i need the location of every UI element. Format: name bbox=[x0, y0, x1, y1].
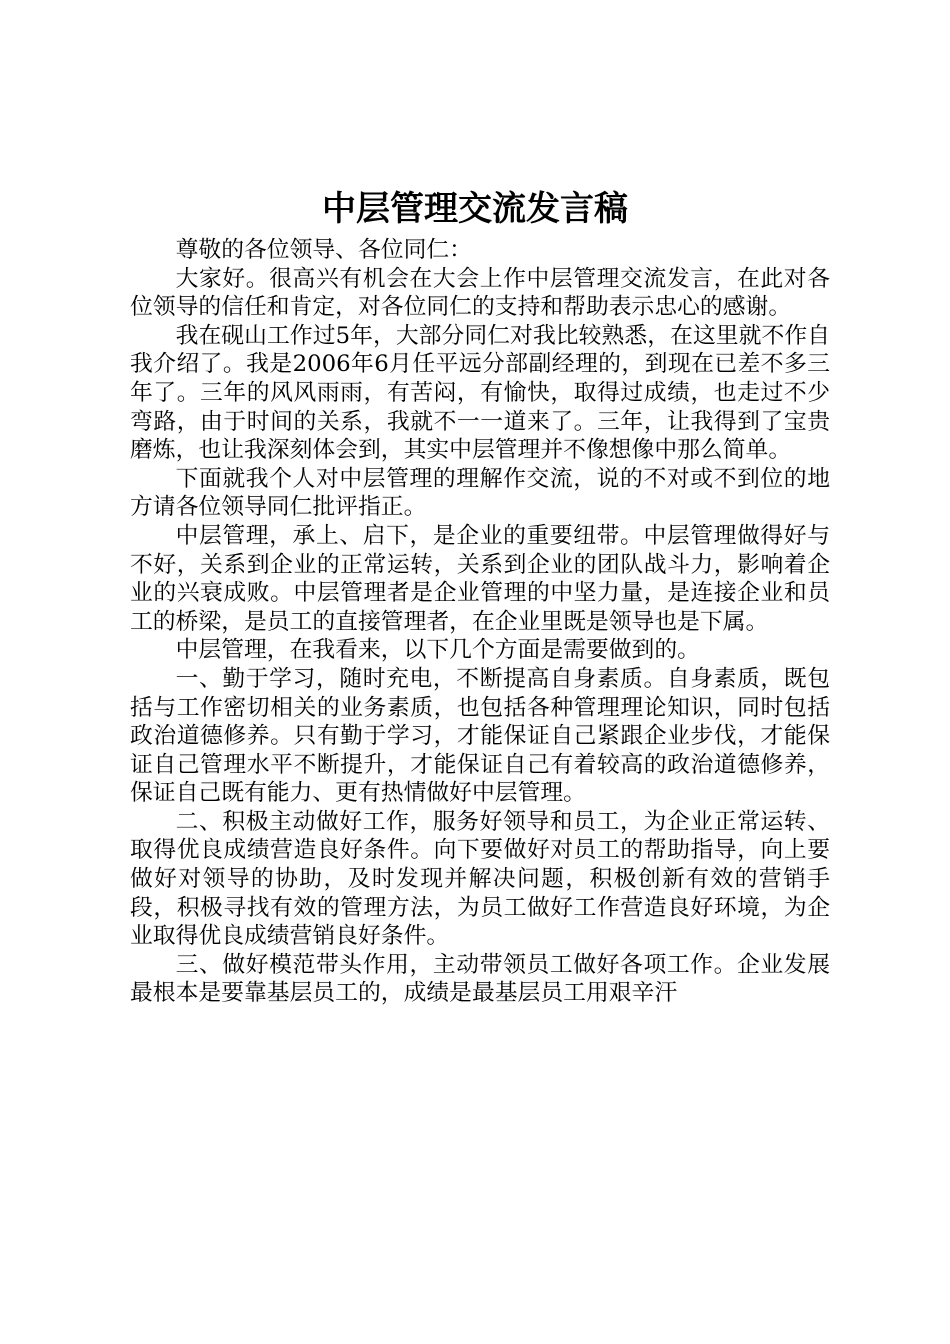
point-one-paragraph: 一、勤于学习，随时充电，不断提高自身素质。自身素质，既包括与工作密切相关的业务素质，也包括各种管理理论知识，同时包括政治道德修养。只有勤于学习，才能保证自己紧跟企业步伐，才能保证自己管理水平不断提升，才能保证自己有着较高的政治道德修养，保证自己既有能力、更有热情做好中层管理。 bbox=[130, 665, 830, 807]
point-three-paragraph: 三、做好模范带头作用，主动带领员工做好各项工作。企业发展最根本是要靠基层员工的，成绩是最基层员工用艰辛汗 bbox=[130, 951, 830, 1007]
middle-management-definition-paragraph: 中层管理，承上、启下，是企业的重要纽带。中层管理做得好与不好，关系到企业的正常运转，关系到企业的团队战斗力，影响着企业的兴衰成败。中层管理者是企业管理的中坚力量，是连接企业和员工的桥梁，是员工的直接管理者，在企业里既是领导也是下属。 bbox=[130, 522, 830, 635]
points-lead-in-paragraph: 中层管理，在我看来，以下几个方面是需要做到的。 bbox=[175, 637, 700, 664]
salutation-paragraph: 尊敬的各位领导、各位同仁： bbox=[175, 237, 472, 263]
point-two-paragraph: 二、积极主动做好工作，服务好领导和员工，为企业正常运转、取得优良成绩营造良好条件。向下要做好对员工的帮助指导，向上要做好对领导的协助，及时发现并解决问题，积极创新有效的营销手段，积极寻找有效的管理方法，为员工做好工作营造良好环境，为企业取得优良成绩营销良好条件。 bbox=[130, 808, 830, 950]
greeting-paragraph: 大家好。很高兴有机会在大会上作中层管理交流发言，在此对各位领导的信任和肯定，对各位同仁的支持和帮助表示忠心的感谢。 bbox=[130, 265, 830, 321]
self-introduction-paragraph: 我在砚山工作过5年，大部分同仁对我比较熟悉，在这里就不作自我介绍了。我是2006年6月任平远分部副经理的，到现在已差不多三年了。三年的风风雨雨，有苦闷，有愉快，取得过成绩，也走过不少弯路，由于时间的关系，我就不一一道来了。三年，让我得到了宝贵磨炼，也让我深刻体会到，其实中层管理并不像想像中那么简单。 bbox=[130, 322, 830, 464]
topic-intro-paragraph: 下面就我个人对中层管理的理解作交流，说的不对或不到位的地方请各位领导同仁批评指正。 bbox=[130, 465, 830, 521]
document-body bbox=[130, 236, 830, 1008]
document-title: 中层管理交流发言稿 bbox=[322, 189, 628, 229]
